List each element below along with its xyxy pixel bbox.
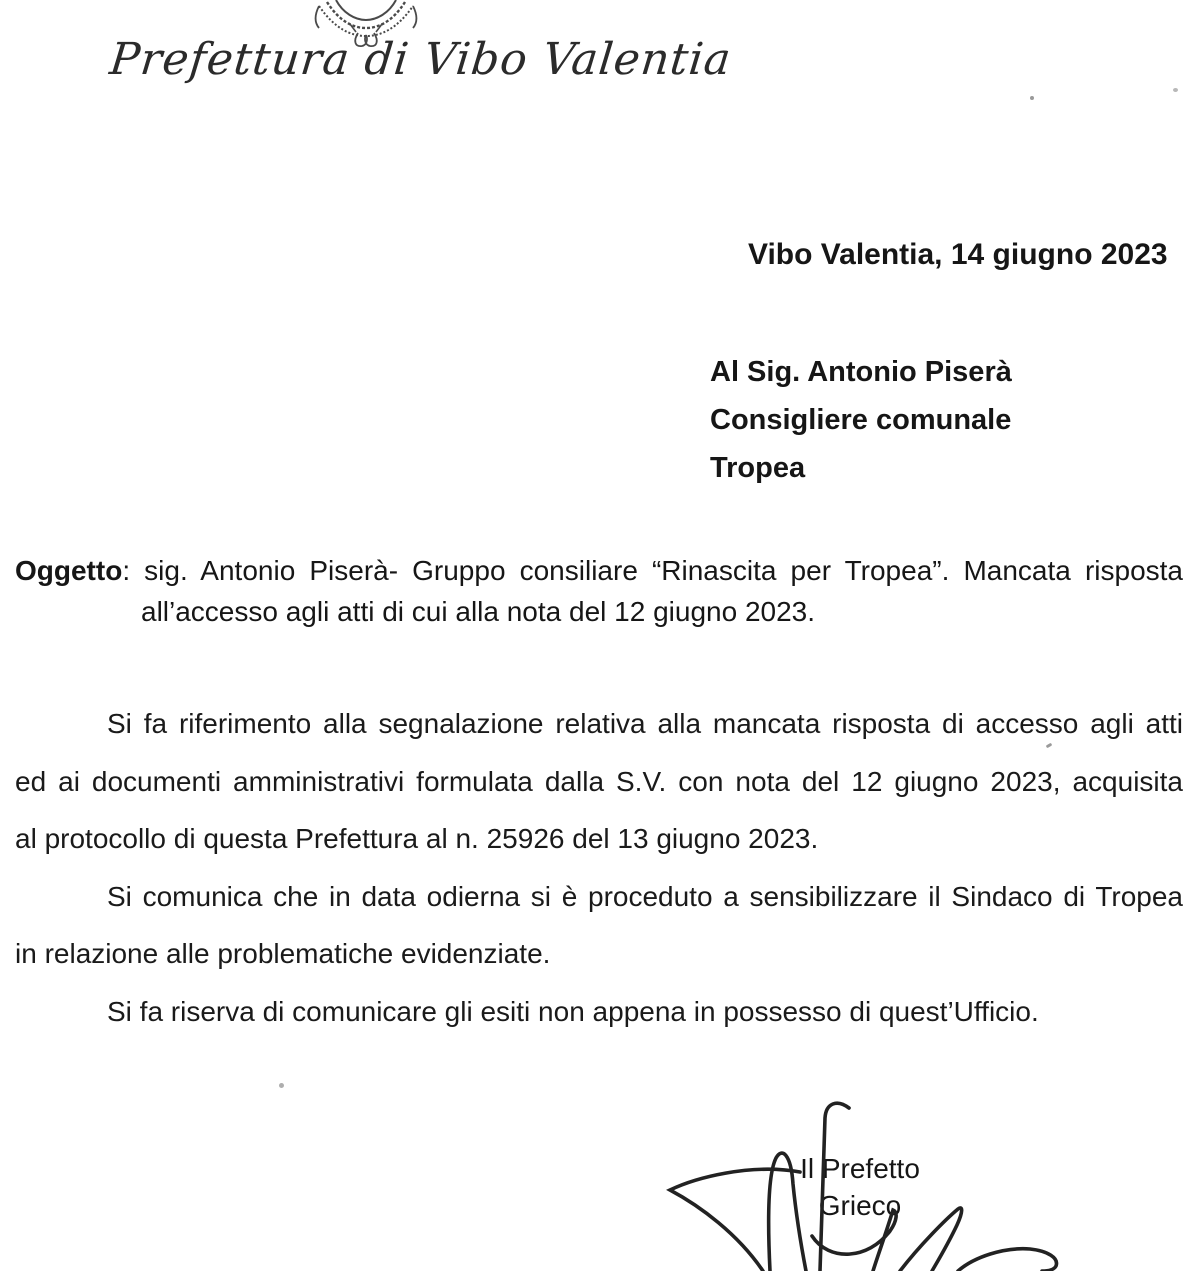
recipient-line: Tropea bbox=[710, 452, 806, 484]
body-line: Si fa riserva di comunicare gli esiti non appena in possesso di quest’Ufficio. bbox=[107, 995, 1039, 1027]
org-name-script: Prefettura di Vibo Valentia bbox=[107, 34, 734, 85]
subject-text: : sig. Antonio Piserà- Gruppo consiliare “Rinascita per Tropea”. Mancata risposta bbox=[122, 555, 1183, 586]
subject-line-2: all’accesso agli atti di cui alla nota del 12 giugno 2023. bbox=[141, 596, 816, 627]
recipient-line: Consigliere comunale bbox=[710, 404, 1012, 436]
scan-artifact bbox=[279, 1083, 284, 1088]
subject-label: Oggetto bbox=[15, 555, 123, 586]
body-line: al protocollo di questa Prefettura al n. 25926 del 13 giugno 2023. bbox=[15, 823, 819, 854]
body-line: Si fa riferimento alla segnalazione relativa alla mancata risposta di accesso agli atti bbox=[107, 708, 1183, 739]
scan-artifact bbox=[1030, 96, 1034, 100]
dateline: Vibo Valentia, 14 giugno 2023 bbox=[748, 238, 1168, 271]
body-line: Si comunica che in data odierna si è proceduto a sensibilizzare il Sindaco di Tropea bbox=[107, 880, 1183, 912]
signature-title: Il Prefetto bbox=[800, 1153, 920, 1184]
recipient-line: Al Sig. Antonio Piserà bbox=[710, 356, 1012, 388]
signature-name: Grieco bbox=[818, 1190, 902, 1221]
body-line: ed ai documenti amministrativi formulata dalla S.V. con nota del 12 giugno 2023, acquisita bbox=[15, 765, 1183, 797]
body-line: in relazione alle problematiche evidenziate. bbox=[15, 938, 551, 969]
scan-artifact bbox=[1173, 88, 1178, 92]
